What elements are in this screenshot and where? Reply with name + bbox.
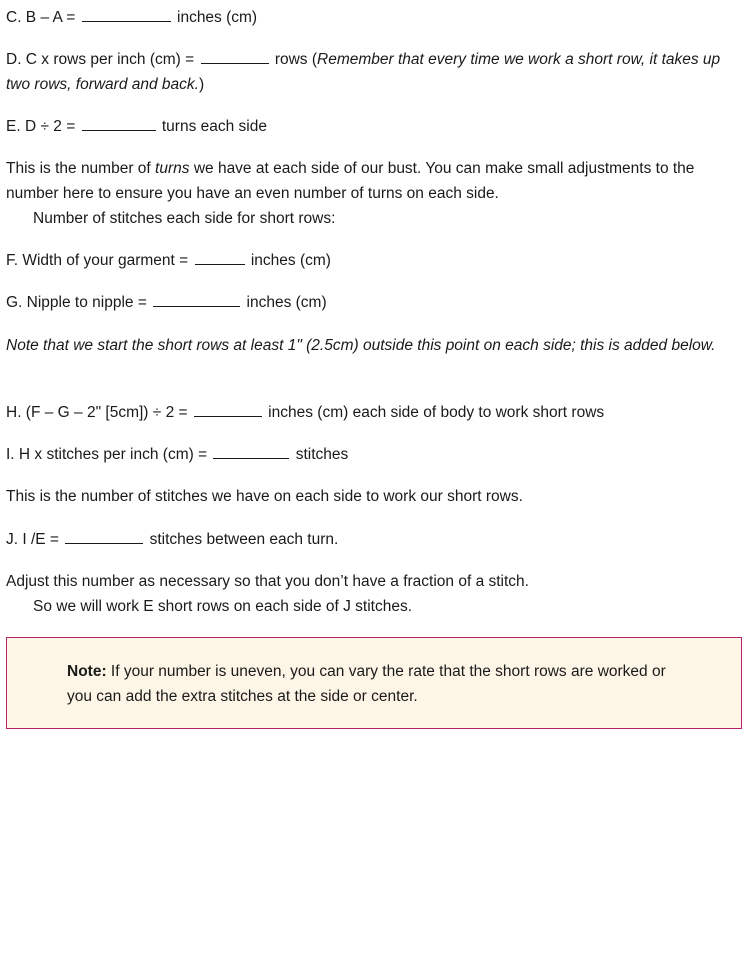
line-i-label: I. H x stitches per inch (cm) = xyxy=(6,446,208,463)
line-j-unit: stitches between each turn. xyxy=(149,531,339,548)
paragraph-adjust: Adjust this number as necessary so that you don’t have a fraction of a stitch. xyxy=(6,573,529,590)
answer-blank-e[interactable] xyxy=(82,115,156,131)
line-h xyxy=(6,400,604,425)
line-c xyxy=(6,5,257,30)
line-d-unit: rows ( xyxy=(274,51,318,68)
line-j-label: J. I /E = xyxy=(6,531,59,548)
answer-blank-f[interactable] xyxy=(195,249,245,265)
paragraph-turns-emphasis: turns xyxy=(155,160,190,177)
subheading-summary: So we will work E short rows on each side of J stitches. xyxy=(33,598,413,615)
italic-note: Note that we start the short rows at least 1" (2.5cm) outside this point on each side; this is added below. xyxy=(6,337,716,354)
line-d-reminder: Remember that every time we work a short row, it takes up two rows, forward and back. xyxy=(6,51,721,93)
note-box-text xyxy=(67,659,687,709)
line-e-unit: turns each side xyxy=(161,118,267,135)
line-f-label: F. Width of your garment = xyxy=(6,252,189,269)
line-f xyxy=(6,248,331,273)
paragraph-turns-b: we have at each side of our bust. You can make small adjustments to the number here to ensure you have an even number of turns on each side. xyxy=(6,160,695,202)
answer-blank-c[interactable] xyxy=(82,6,171,22)
line-h-unit: inches (cm) each side of body to work short rows xyxy=(268,404,605,421)
answer-blank-i[interactable] xyxy=(213,443,289,459)
paragraph-stitches: This is the number of stitches we have on each side to work our short rows. xyxy=(6,488,523,505)
line-h-label: H. (F – G – 2" [5cm]) ÷ 2 = xyxy=(6,404,188,421)
line-e xyxy=(6,114,267,139)
note-label: Note: xyxy=(67,663,107,680)
answer-blank-g[interactable] xyxy=(153,291,240,307)
line-f-unit: inches (cm) xyxy=(250,252,331,269)
line-g xyxy=(6,290,327,315)
subheading-stitches: Number of stitches each side for short rows: xyxy=(33,210,336,227)
line-d-label: D. C x rows per inch (cm) = xyxy=(6,51,195,68)
line-d xyxy=(6,47,744,97)
paragraph-turns xyxy=(6,156,744,206)
paragraph-turns-a: This is the number of xyxy=(6,160,156,177)
answer-blank-j[interactable] xyxy=(65,528,143,544)
line-i xyxy=(6,442,348,467)
line-g-unit: inches (cm) xyxy=(246,294,327,311)
line-c-unit: inches (cm) xyxy=(177,9,258,26)
line-e-label: E. D ÷ 2 = xyxy=(6,118,76,135)
answer-blank-d[interactable] xyxy=(201,48,269,64)
line-i-unit: stitches xyxy=(295,446,349,463)
line-d-close: ) xyxy=(198,76,205,93)
answer-blank-h[interactable] xyxy=(194,401,262,417)
note-box xyxy=(6,637,742,729)
line-g-label: G. Nipple to nipple = xyxy=(6,294,147,311)
line-c-label: C. B – A = xyxy=(6,9,76,26)
note-body: If your number is uneven, you can vary the rate that the short rows are worked or you can add the extra stitches at the side or center. xyxy=(67,663,666,705)
line-j xyxy=(6,527,338,552)
